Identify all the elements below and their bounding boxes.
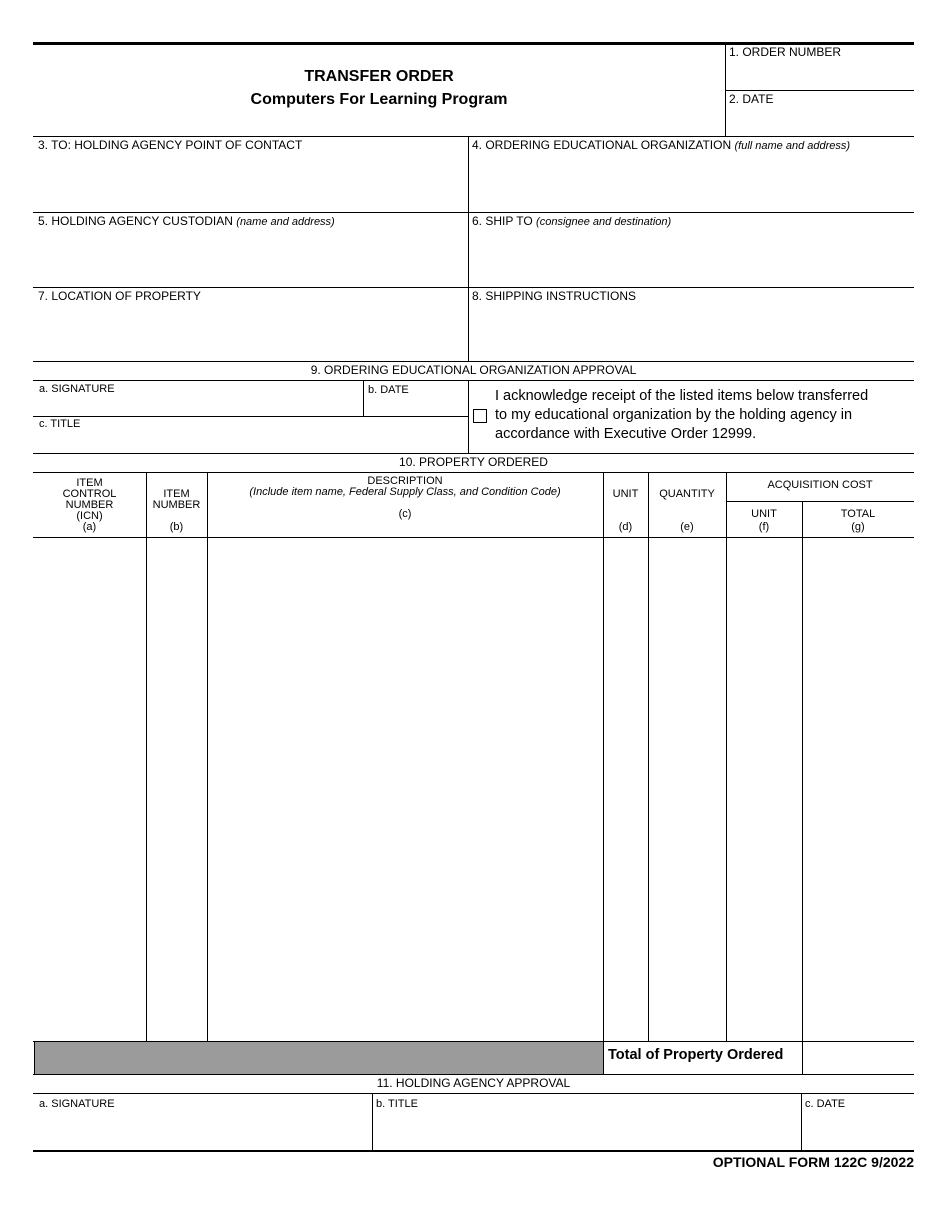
total-shaded-area <box>34 1042 603 1074</box>
col-d-entry[interactable] <box>607 541 648 1041</box>
approval11-title-field[interactable] <box>376 1113 800 1147</box>
row-line-1 <box>33 136 914 137</box>
block6-label-text: 6. SHIP TO <box>472 214 533 228</box>
bottom-border <box>33 1150 914 1152</box>
date-field[interactable] <box>729 108 913 134</box>
row-line-3 <box>33 287 914 288</box>
approval11-date-field[interactable] <box>805 1113 914 1147</box>
col-b-header <box>146 489 207 533</box>
col-f-l2: (f) <box>758 521 770 533</box>
col-d-l2: (d) <box>618 521 633 533</box>
blocks-divider <box>468 136 469 362</box>
approval11-divider-2 <box>801 1093 802 1151</box>
col-b-l1: ITEM <box>163 488 190 500</box>
approval9-date-label: b. DATE <box>368 384 409 396</box>
total-label: Total of Property Ordered <box>608 1047 784 1063</box>
form-title: TRANSFER ORDER <box>304 68 454 85</box>
form-id: OPTIONAL FORM 122C 9/2022 <box>712 1154 914 1170</box>
col-e-entry[interactable] <box>652 541 726 1041</box>
col-line-de <box>648 472 649 1042</box>
col-b-l3: (b) <box>169 521 184 533</box>
col-c-title: DESCRIPTION <box>367 475 443 487</box>
col-line-cd <box>603 472 604 1074</box>
form-subtitle: Computers For Learning Program <box>250 91 508 108</box>
col-b-entry[interactable] <box>150 541 207 1041</box>
col-g-header <box>802 509 914 533</box>
block8-field[interactable] <box>472 306 914 362</box>
acq-cost-header: ACQUISITION COST <box>767 479 873 491</box>
col-g-l1: TOTAL <box>840 508 876 520</box>
date-label: 2. DATE <box>729 92 774 106</box>
col-c-note: (Include item name, Federal Supply Class, and Condition Code) <box>249 486 561 498</box>
approval9-heading: 9. ORDERING EDUCATIONAL ORGANIZATION APPROVAL <box>310 363 637 377</box>
block4-label <box>472 138 850 153</box>
sig-title-line <box>33 416 468 417</box>
property-heading: 10. PROPERTY ORDERED <box>399 455 548 469</box>
col-line-bc <box>207 472 208 1042</box>
order-number-label: 1. ORDER NUMBER <box>729 45 842 59</box>
header-mid-line <box>725 90 914 91</box>
block5-label <box>38 214 335 229</box>
approval9-divider <box>468 380 469 453</box>
approval11-title-label: b. TITLE <box>376 1098 418 1110</box>
col-line-ef <box>726 472 727 1042</box>
acknowledge-line3: accordance with Executive Order 12999. <box>495 426 757 442</box>
block4-field[interactable] <box>472 155 914 213</box>
col-e-l1: QUANTITY <box>659 488 715 500</box>
approval9-line <box>33 380 914 381</box>
approval9-title-label: c. TITLE <box>39 418 81 430</box>
block3-field[interactable] <box>38 155 467 213</box>
approval9-signature-field[interactable] <box>39 396 361 416</box>
block8-label: 8. SHIPPING INSTRUCTIONS <box>472 289 637 303</box>
row-line-4 <box>33 361 914 362</box>
sig-date-divider <box>363 380 364 416</box>
approval9-title-field[interactable] <box>39 431 467 451</box>
block6-note: (consignee and destination) <box>536 216 672 228</box>
block3-label: 3. TO: HOLDING AGENCY POINT OF CONTACT <box>38 138 303 152</box>
col-line-fg <box>802 501 803 1074</box>
col-header-bottom <box>33 537 914 538</box>
col-c-entry[interactable] <box>211 541 603 1041</box>
acq-cost-line <box>726 501 914 502</box>
col-g-entry[interactable] <box>806 541 914 1041</box>
approval11-signature-label: a. SIGNATURE <box>39 1098 115 1110</box>
col-a-entry[interactable] <box>37 541 146 1041</box>
col-a-l1: ITEM <box>76 477 103 489</box>
col-c-header <box>207 476 603 520</box>
approval11-heading: 11. HOLDING AGENCY APPROVAL <box>376 1076 571 1090</box>
approval11-divider-1 <box>372 1093 373 1151</box>
approval9-date-field[interactable] <box>368 396 468 416</box>
row-line-5 <box>33 453 914 454</box>
col-f-entry[interactable] <box>730 541 802 1041</box>
col-d-l1: UNIT <box>612 488 639 500</box>
total-row-bottom <box>33 1074 914 1075</box>
approval9-signature-label: a. SIGNATURE <box>39 383 115 395</box>
approval11-date-label: c. DATE <box>805 1098 846 1110</box>
property-heading-line <box>33 472 914 473</box>
block6-label <box>472 214 671 229</box>
col-c-letter: (c) <box>398 508 412 520</box>
col-f-header <box>726 509 802 533</box>
block6-field[interactable] <box>472 231 914 287</box>
block5-field[interactable] <box>38 231 467 287</box>
col-b-l2: NUMBER <box>152 499 201 511</box>
col-g-l2: (g) <box>851 521 865 533</box>
col-d-header <box>603 489 648 533</box>
approval11-line <box>33 1093 914 1094</box>
block4-label-text: 4. ORDERING EDUCATIONAL ORGANIZATION <box>472 138 732 152</box>
col-e-l2: (e) <box>680 521 694 533</box>
acknowledge-checkbox[interactable] <box>473 409 487 423</box>
col-a-l4: (ICN) <box>76 510 103 522</box>
col-a-l3: NUMBER <box>65 499 114 511</box>
total-value-field[interactable] <box>806 1046 914 1070</box>
col-f-l1: UNIT <box>751 508 777 520</box>
col-a-l5: (a) <box>82 521 97 533</box>
col-e-header <box>648 489 726 533</box>
block5-label-text: 5. HOLDING AGENCY CUSTODIAN <box>38 214 233 228</box>
block4-note: (full name and address) <box>734 140 851 152</box>
order-number-field[interactable] <box>729 62 913 88</box>
col-a-header <box>33 478 146 533</box>
col-a-l2: CONTROL <box>62 488 117 500</box>
block7-label: 7. LOCATION OF PROPERTY <box>38 289 201 303</box>
col-line-ab <box>146 472 147 1042</box>
acknowledge-line1: I acknowledge receipt of the listed items below transferred <box>495 388 869 404</box>
block7-field[interactable] <box>38 306 467 362</box>
row-line-2 <box>33 212 914 213</box>
approval11-signature-field[interactable] <box>39 1113 371 1147</box>
block5-note: (name and address) <box>236 216 335 228</box>
acknowledge-line2: to my educational organization by the holding agency in <box>495 407 853 423</box>
